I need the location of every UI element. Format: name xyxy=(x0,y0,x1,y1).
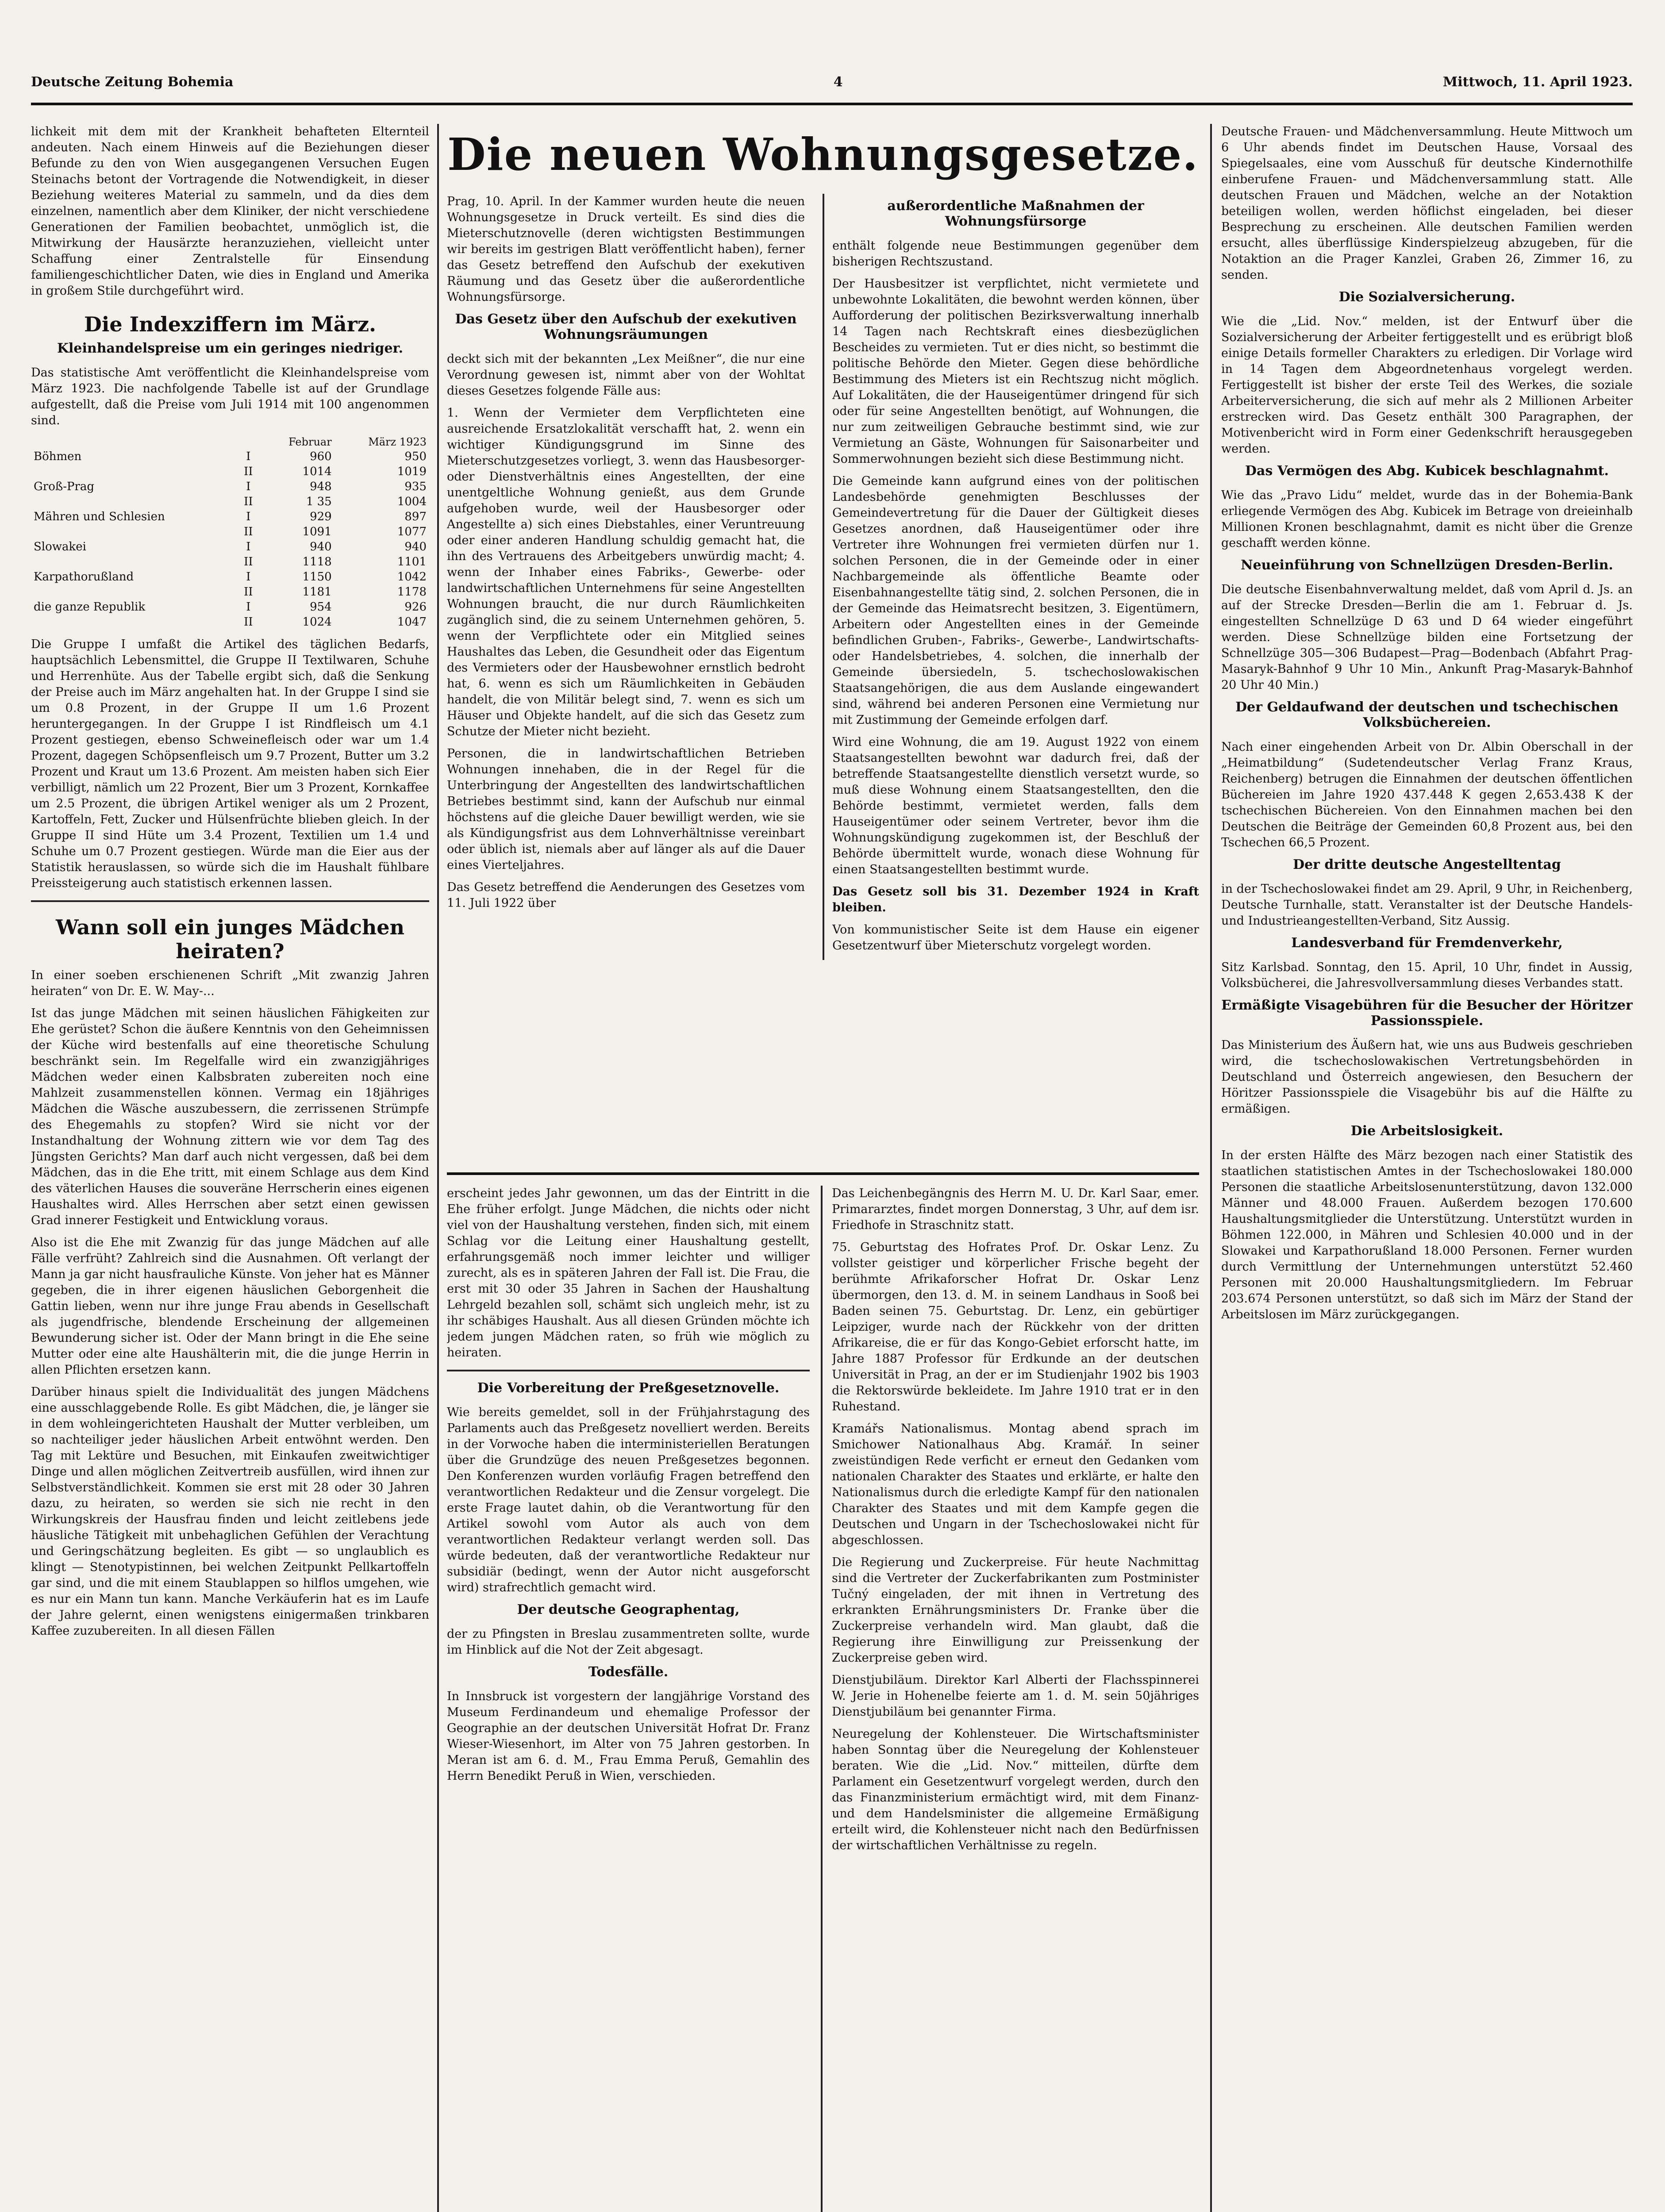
paragraph: Wird eine Wohnung, die am 19. August 1922 von einem Staatsangestellten bewohnt war dadurch frei, daß der betreffende Staatsangestellte dienstlich versetzt wurde, so muß diese Wohnung einem Staatsangestellten, den die Behörde bestimmt, vermietet werden, falls dem Hauseigentümer oder seinem Vertreter, bevor ihm die Wohnungskündigung zugekommen ist, der Beschluß der Behörde übermittelt wurde, wonach diese Wohnung für einen Staatsangestellten bestimmt wurde. xyxy=(832,735,1199,876)
table-header: März 1923 xyxy=(368,436,427,448)
paragraph: Wie das „Pravo Lidu“ meldet, wurde das in der Bohemia-Bank erliegende Vermögen des Abg. Kubicek im Betrage von dreieinhalb Millionen Kronen beschlagnahmt, damit es nicht über die Grenze geschafft werden könne. xyxy=(1221,488,1633,550)
group-cell: II xyxy=(243,585,253,599)
table-row xyxy=(31,584,429,599)
table-header xyxy=(31,435,235,449)
table-row xyxy=(31,524,429,539)
section-heading: Das Vermögen des Abg. Kubicek beschlagnahmt. xyxy=(1245,463,1609,479)
paragraph: enthält folgende neue Bestimmungen gegenüber dem bisherigen Rechtszustand. xyxy=(832,239,1199,269)
paragraph: deckt sich mit der bekannten „Lex Meißner“, die nur eine Verordnung gewesen ist, nimmt aber von der Wohltat dieses Gesetzes folgende Fälle aus: xyxy=(447,352,805,398)
paragraph: Prag, 10. April. In der Kammer wurden heute die neuen Wohnungsgesetze in Druck verteilt. Es sind dies die Mieterschutznovelle (deren wichtigsten Bestimmungen wir bereits im gestrigen Blatt veröffentlicht haben), ferner das Gesetz betreffend den Aufschub der exekutiven Räumung und das Gesetz über die außerordentliche Wohnungsfürsorge. xyxy=(447,195,805,304)
column-2-headline xyxy=(447,124,1199,1177)
value-cell: 940 xyxy=(404,540,427,553)
paragraph: In Innsbruck ist vorgestern der langjährige Vorstand des Museum Ferdinandeum und ehemalige Professor der Geographie an der deutschen Universität Hofrat Dr. Franz Wieser-Wiesenhort, im Alter von 75 Jahren gestorben. In Meran ist am 6. d. M., Frau Emma Peruß, Gemahlin des Herrn Benedikt Peruß in Wien, verschieden. xyxy=(447,1690,810,1783)
paragraph: Das statistische Amt veröffentlicht die Kleinhandelspreise vom März 1923. Die nachfolgende Tabelle ist auf der Grundlage aufgestellt, daß die Preise vom Juli 1914 mit 100 angenommen sind. xyxy=(31,366,429,427)
region-cell: Slowakei xyxy=(34,540,86,553)
newspaper-page xyxy=(31,62,1633,2212)
value-cell: 1042 xyxy=(397,570,427,584)
paragraph: Von kommunistischer Seite ist dem Hause ein eigener Gesetzentwurf über Mieterschutz vorgelegt worden. xyxy=(832,923,1199,952)
table-header: Februar xyxy=(288,436,332,448)
column-rule xyxy=(821,1186,823,2212)
paragraph: in der Tschechoslowakei findet am 29. April, 9 Uhr, in Reichenberg, Deutsche Turnhalle, statt. Veranstalter ist der Deutsche Handels- und Industrieangestellten-Verband, Sitz Aussig. xyxy=(1221,882,1633,928)
paragraph: Die Regierung und Zuckerpreise. Für heute Nachmittag sind die Vertreter der Zuckerfabrikanten zum Postminister Tučný eingeladen, der mit ihnen in Vertretung des erkrankten Ernährungsministers Dr. Franke über die Zuckerpreise verhandeln wird. Man glaubt, daß die Regierung ihre Einwilligung zur Preissenkung der Zuckerpreise geben wird. xyxy=(832,1555,1199,1665)
group-cell: I xyxy=(246,570,251,584)
column-rule xyxy=(437,124,439,2212)
table-row xyxy=(31,554,429,569)
region-cell xyxy=(31,554,235,569)
table-row xyxy=(31,479,429,494)
value-cell: 1014 xyxy=(302,465,332,478)
paragraph: Deutsche Frauen- und Mädchenversammlung. Heute Mittwoch um 6 Uhr abends findet im Deutschen Hause, Vorsaal des Spiegelsaales, eine vom Ausschuß für deutsche Kindernothilfe einberufene Frauen- und Mädchenversammlung statt. Alle deutschen Frauen und Mädchen, welche an der Notaktion beteiligen wollen, werden höflichst eingeladen, bei dieser Besprechung zu erscheinen. Alle deutschen Familien werden ersucht, alles überflüssige Kinderspielzeug abzugeben, für die Notaktion an die Prager Kanzlei, Graben 26, Zimmer 16, zu senden. xyxy=(1221,125,1633,282)
paragraph: 1. Wenn der Vermieter dem Verpflichteten eine ausreichende Ersatzlokalität verschafft hat, 2. wenn ein wichtiger Kündigungsgrund im Sinne des Mieterschutzgesetzes vorliegt, 3. wenn das Hausbesorger- oder Dienstverhältnis eines Angestellten, der eine unentgeltliche Wohnung genießt, aus dem Grunde aufgehoben wurde, weil der Hausbesorger oder Angestellte a) sich eines Diebstahles, einer Veruntreuung oder einer anderen Handlung schuldig gemacht hat, die ihn des Vertrauens des Arbeitgebers unwürdig macht; 4. wenn der Inhaber eines Fabriks-, Gewerbe- oder landwirtschaftlichen Unternehmens für seine Angestellten Wohnungen braucht, die nur durch Räumlichkeiten zugänglich sind, die zu seinem Unternehmen gehören, 5. wenn der Verpflichtete oder ein Mitglied seines Haushaltes das Leben, die Gesundheit oder das Eigentum des Vermieters oder der Hausbewohner ernstlich bedroht hat, 6. wenn es sich um Räumlichkeiten in Gebäuden handelt, die von Militär belegt sind, 7. wenn es sich um Häuser und Objekte handelt, auf die sich das Gesetz zum Schutze der Mieter nicht bezieht. xyxy=(447,406,805,738)
table-row xyxy=(31,494,429,509)
column-3 xyxy=(1221,124,1633,2212)
page-number: 4 xyxy=(833,74,843,90)
section-heading: Neueinführung von Schnellzügen Dresden-Berlin. xyxy=(1241,557,1613,573)
section-heading: Das Gesetz über den Aufschub der exekutiven Wohnungsräumungen xyxy=(455,311,797,342)
group-cell: I xyxy=(246,600,251,614)
region-cell xyxy=(31,584,235,599)
paragraph: Darüber hinaus spielt die Individualität des jungen Mädchens eine ausschlaggebende Rolle. Es gibt Mädchen, die, je länger sie in dem wohleingerichteten Haushalt der Mutter verbleiben, um so nachteiliger jeder häuslichen Arbeit entwöhnt werden. Den Tag mit Lektüre und Besuchen, mit Einkaufen zweitwichtiger Dinge und allen möglichen Zeitvertreib ausfüllen, wird ihnen zur Selbstverständlichkeit. Kommen sie erst mit 28 oder 30 Jahren dazu, zu heiraten, so werden sie sich nie recht in den Wirkungskreis der Hausfrau finden und leicht zeitlebens jede häusliche Tätigkeit mit unbehaglichen Gefühlen der Verachtung und Geringschätzung begleiten. Es gibt — so unglaublich es klingt — Stenotypistinnen, bei welchen Zeitpunkt Pellkartoffeln gar sind, und die mit einem Staublappen so hilflos umgehen, wie es nur ein Mann tun kann. Manche Verkäuferin hat es im Laufe der Jahre gelernt, einen wenigstens einigermaßen trinkbaren Kaffee zuzubereiten. In all diesen Fällen xyxy=(31,1385,429,1638)
table-row xyxy=(31,539,429,554)
table-row xyxy=(31,509,429,524)
divider xyxy=(447,1370,810,1371)
value-cell: 1101 xyxy=(397,555,427,568)
article-subtitle: Kleinhandelspreise um ein geringes niedriger. xyxy=(57,341,404,356)
paragraph: 75. Geburtstag des Hofrates Prof. Dr. Oskar Lenz. Zu vollster geistiger und körperlicher Frische begeht der berühmte Afrikaforscher Hofrat Dr. Oskar Lenz übermorgen, den 13. d. M. in seinem Landhaus in Sooß bei Baden seinen 75. Geburtstag. Dr. Lenz, ein gebürtiger Leipziger, wurde nach der Rückkehr von der dritten Afrikareise, die er für das Kongo-Gebiet erforscht hatte, im Jahre 1887 Professor für Erdkunde an der deutschen Universität in Prag, an der er im Studienjahr 1902 bis 1903 die Rektorswürde bekleidete. Im Jahre 1910 trat er in den Ruhestand. xyxy=(832,1240,1199,1413)
paragraph: Also ist die Ehe mit Zwanzig für das junge Mädchen auf alle Fälle verfrüht? Zahlreich sind die Ausnahmen. Oft verlangt der Mann ja gar nicht hausfrauliche Künste. Von jeher hat es Männer gegeben, die in ihrer eigenen häuslichen Geborgenheit die Gattin lieben, wenn nur ihre junge Frau abends in Gesellschaft als jugendfrische, blendende Erscheinung der allgemeinen Bewunderung sicher ist. Oder der Mann bringt in die Ehe seine Mutter oder eine alte Haushälterin mit, die die junge Herrin in allen Pflichten ersetzen kann. xyxy=(31,1236,429,1377)
value-cell: 954 xyxy=(310,600,332,614)
header-rule xyxy=(31,103,1633,105)
group-cell: I xyxy=(246,540,251,553)
group-cell: I xyxy=(246,510,251,523)
value-cell: 1178 xyxy=(397,585,427,599)
region-cell xyxy=(31,524,235,539)
article-title: Die Indexziffern im März. xyxy=(84,312,377,336)
group-cell: II xyxy=(243,525,253,538)
region-cell: Mähren und Schlesien xyxy=(34,510,165,523)
headline-body xyxy=(447,194,1199,960)
value-cell: 929 xyxy=(310,510,332,523)
paragraph: Personen, die in landwirtschaftlichen Betrieben Wohnungen innehaben, die in der Regel für die Unterbringung der Angestellten des landwirtschaftlichen Betriebes bestimmt sind, kann der Aufschub nur einmal höchstens auf die gleiche Dauer bewilligt werden, wie sie als Kündigungsfrist aus dem Lohnverhältnisse vereinbart oder üblich ist, niemals aber auf länger als auf die Dauer eines Vierteljahres. xyxy=(447,747,805,872)
section-heading: Die Vorbereitung der Preßgesetznovelle. xyxy=(477,1380,780,1396)
value-cell: 926 xyxy=(404,600,427,614)
paragraph: Dienstjubiläum. Direktor Karl Alberti der Flachsspinnerei W. Jerie in Hohenelbe feierte am 1. d. M. sein 50jähriges Dienstjubiläum bei genannter Firma. xyxy=(832,1673,1199,1719)
section-heading: Landesverband für Fremdenverkehr, xyxy=(1291,935,1563,951)
section-heading: Todesfälle. xyxy=(588,1664,669,1680)
paragraph: der zu Pfingsten in Breslau zusammentreten sollte, wurde im Hinblick auf die Not der Zeit abgesagt. xyxy=(447,1627,810,1657)
value-cell: 1118 xyxy=(302,555,332,568)
value-cell: 1077 xyxy=(397,525,427,538)
region-cell: Böhmen xyxy=(34,450,82,463)
value-cell: 950 xyxy=(404,450,427,463)
table-header xyxy=(235,435,262,449)
section-heading: Ermäßigte Visagebühren für die Besucher der Höritzer Passionsspiele. xyxy=(1221,998,1633,1029)
region-cell xyxy=(31,464,235,479)
group-cell: II xyxy=(243,615,253,629)
paragraph: In einer soeben erschienenen Schrift „Mit zwanzig Jahren heiraten“ von Dr. E. W. May-... xyxy=(31,968,429,998)
value-cell: 1181 xyxy=(302,585,332,599)
table-row xyxy=(31,449,429,464)
divider xyxy=(31,900,429,902)
region-cell xyxy=(31,614,235,630)
value-cell: 1004 xyxy=(397,495,427,508)
paragraph: In der ersten Hälfte des März bezogen nach einer Statistik des staatlichen statistischen Amtes in der Tschechoslowakei 180.000 Personen die staatliche Arbeitslosenunterstützung, davon 132.000 Männer und 48.000 Frauen. Außerdem bezogen 170.600 Haushaltungsmitglieder die Unterstützung. Unterstützt wurden in Böhmen 122.000, in Mähren und Schlesien 40.000 und in der Slowakei und Karpathorußland 18.000 Personen. Ferner wurden durch Vermittlung der Unternehmungen unterstützt 52.460 Personen mit 20.000 Haushaltungsmitgliedern. Im Februar 203.674 Personen unterstützt, so daß sich im März der Stand der Arbeitslosen im März zurückgegangen. xyxy=(1221,1148,1633,1321)
section-heading: Der Geldaufwand der deutschen und tschechischen Volksbüchereien. xyxy=(1235,699,1619,730)
column-rule xyxy=(1210,124,1212,2212)
headline-left-subcolumn xyxy=(447,194,805,960)
region-cell xyxy=(31,494,235,509)
value-cell: 960 xyxy=(310,450,332,463)
column-2b xyxy=(832,1186,1199,2212)
paragraph: Wie die „Lid. Nov.“ melden, ist der Entwurf über die Sozialversicherung der Arbeiter fertiggestellt und es erübrigt bloß einige Details formeller Charakters zu erledigen. Dir Vorlage wird in 14 Tagen dem Abgeordnetenhaus vorgelegt werden. Fertiggestellt ist bisher der erste Teil des Werkes, die soziale Arbeiterversicherung, die sich auf mehr als 2 Millionen Arbeiter erstrecken wird. Das Gesetz enthält 300 Paragraphen, der Motivenbericht wird in Form einer Gedenkschrift herausgegeben werden. xyxy=(1221,315,1633,456)
value-cell: 1024 xyxy=(302,615,332,629)
region-cell: die ganze Republik xyxy=(34,600,146,614)
value-cell: 1 35 xyxy=(306,495,332,508)
group-cell: I xyxy=(246,480,251,493)
paragraph: Nach einer eingehenden Arbeit von Dr. Albin Oberschall in der „Heimatbildung“ (Sudetendeutscher Verlag Franz Kraus, Reichenberg) betrugen die Einnahmen der deutschen öffentlichen Büchereien im Jahre 1920 437.448 K gegen 2,653.438 K der tschechischen Büchereien. Von den Einnahmen machen bei den Deutschen die Beiträge der Gemeinden 60,8 Prozent aus, bei den Tschechen 66,5 Prozent. xyxy=(1221,740,1633,849)
headline: Die neuen Wohnungsgesetze. xyxy=(447,128,1199,180)
section-heading: Die Sozialversicherung. xyxy=(1338,289,1515,305)
paragraph: Das Leichenbegängnis des Herrn M. U. Dr. Karl Saar, emer. Primararztes, findet morgen Donnerstag, 3 Uhr, auf dem isr. Friedhofe in Straschnitz statt. xyxy=(832,1187,1199,1232)
issue-date: Mittwoch, 11. April 1923. xyxy=(1443,74,1633,90)
paragraph: Kramářs Nationalismus. Montag abend sprach im Smichower Nationalhaus Abg. Kramář. In seiner zweistündigen Rede verficht er erneut den Gedanken vom nationalen Charakter des Staates und erklärte, er halte den Nationalismus durch die erledigte Kampf für den nationalen Charakter des Staates und mit dem Kampfe gegen die Deutschen und Ungarn in der Tschechoslowakei nicht für abgeschlossen. xyxy=(832,1422,1199,1547)
value-cell: 1047 xyxy=(397,615,427,629)
table-row xyxy=(31,464,429,479)
table-row xyxy=(31,614,429,630)
group-cell: II xyxy=(243,465,253,478)
value-cell: 1150 xyxy=(302,570,332,584)
group-cell: II xyxy=(243,555,253,568)
paragraph: Sitz Karlsbad. Sonntag, den 15. April, 10 Uhr, findet in Aussig, Volksbücherei, die Jahresvollversammlung dieses Verbandes statt. xyxy=(1221,960,1633,990)
paragraph: Die Gemeinde kann aufgrund eines von der politischen Landesbehörde genehmigten Beschlusses der Gemeindevertretung für die Dauer der Gültigkeit dieses Gesetzes anordnen, daß Hauseigentümer oder ihre Vertreter ihre Wohnungen frei vermieten dürfen nur 1. solchen Personen, die in der Gemeinde oder in einer Nachbargemeinde als öffentliche Beamte oder Eisenbahnangestellte tätig sind, 2. solchen Personen, die in der Gemeinde das Heimatsrecht besitzen, 3. Eigentümern, Arbeitern oder Angestellten eines in der Gemeinde befindlichen Gruben-, Fabriks-, Gewerbe-, Landwirtschafts- oder Handelsbetriebes, 4. solchen, die innerhalb der Gemeinde übersiedeln, 5. tschechoslowakischen Staatsangehörigen, die aus dem Auslande eingewandert sind, während bei anderen Personen eine Vermietung nur mit Zustimmung der Gemeinde erfolgen darf. xyxy=(832,474,1199,727)
paragraph: Der Hausbesitzer ist verpflichtet, nicht vermietete und unbewohnte Lokalitäten, die bewohnt werden können, über Aufforderung der politischen Bezirksverwaltung innerhalb 14 Tagen nach Rechtskraft eines diesbezüglichen Bescheides zu vermieten. Tut er dies nicht, so bestimmt die politische Behörde den Mieter. Gegen diese behördliche Bestimmung des Mieters ist ein Rechtszug nicht möglich. Auf Lokalitäten, die der Hauseigentümer dringend für sich oder für seine Angestellten benötigt, auf Wohnungen, die nur zum zeitweiligen Gebrauche bestimmt sind, wie zur Vermietung an Gäste, Wohnungen für Saisonarbeiter und Sommerwohnungen bezieht sich diese Bestimmung nicht. xyxy=(832,277,1199,466)
table-row xyxy=(31,569,429,584)
section-heading: Die Arbeitslosigkeit. xyxy=(1350,1123,1503,1139)
region-cell: Groß-Prag xyxy=(34,480,95,493)
paragraph: Wie bereits gemeldet, soll in der Frühjahrstagung des Parlaments auch das Preßgesetz novelliert werden. Bereits in der Vorwoche haben die interministeriellen Beratungen über die Grundzüge des neuen Preßgesetzes begonnen. Den Konferenzen wurden vorläufig Fragen betreffend den verantwortlichen Redakteur und die Zensur vorgelegt. Die erste Frage lautet dahin, ob die Verantwortung für den Artikel sowohl vom Autor als auch von dem verantwortlichen Redakteur verlangt werden soll. Das würde bedeuten, daß der verantwortliche Redakteur nur subsidiär (bedingt, wenn der Autor nicht ausgeforscht wird) strafrechtlich gemacht wird. xyxy=(447,1406,810,1594)
paragraph: Neuregelung der Kohlensteuer. Die Wirtschaftsminister haben Sonntag über die Neuregelung der Kohlensteuer beraten. Wie die „Lid. Nov.“ mitteilen, dürfte dem Parlament ein Gesetzentwurf vorgelegt werden, durch den das Finanzministerium ermächtigt wird, mit dem Finanz- und dem Handelsminister die allgemeine Ermäßigung erteilt wird, die Kohlensteuer nicht nach den Bedürfnissen der wirtschaftlichen Verhältnisse zu regeln. xyxy=(832,1727,1199,1852)
value-cell: 940 xyxy=(310,540,332,553)
page-header xyxy=(31,62,1633,102)
section-heading: Der dritte deutsche Angestelltentag xyxy=(1293,857,1561,872)
value-cell: 1091 xyxy=(302,525,332,538)
paragraph: Das Gesetz betreffend die Aenderungen des Gesetzes vom 11. Juli 1922 über xyxy=(447,880,805,910)
group-cell: II xyxy=(243,495,253,508)
paragraph: Die Gruppe I umfaßt die Artikel des täglichen Bedarfs, hauptsächlich Lebensmittel, die Gruppe II Textilwaren, Schuhe und Herrenhüte. Aus der Tabelle ergibt sich, daß die Senkung der Preise auch im März angehalten hat. In der Gruppe I sind sie um 0.8 Prozent, in der Gruppe II um 1.6 Prozent heruntergegangen. In der Gruppe I ist Rindfleisch um 4.1 Prozent gestiegen, ebenso Schweinefleisch oder war um 1.4 Prozent, dagegen Schöpsenfleisch um 9.7 Prozent, Butter um 3.2 Prozent und Kraut um 13.6 Prozent. Am meisten haben sich Eier verbilligt, nämlich um 22 Prozent, Bier um 3 Prozent, Kornkaffee um 2.5 Prozent, die übrigen Artikel weniger als um 2 Prozent, Kartoffeln, Fett, Zucker und Hülsenfrüchte blieben gleich. In der Gruppe II sind Hüte um 3.4 Prozent, Textilien um 1.4 und Schuhe um 0.7 Prozent gestiegen. Würde man die Eier aus der Statistik herauslassen, so würde sich die im Haushalt fühlbare Preissteigerung auch statistisch erkennen lassen. xyxy=(31,637,429,890)
section-heading: außerordentliche Maßnahmen der Wohnungsfürsorge xyxy=(887,198,1144,229)
intro-paragraph: lichkeit mit dem mit der Krankheit behafteten Elternteil andeuten. Nach einem Hinweis auf die Beziehungen dieser Befunde zu den von Wien ausgegangenen Versuchen Eugen Steinachs betont der Vortragende die Notwendigkeit, in dieser Beziehung weiteres Material zu sammeln, und da dies dem einzelnen, namentlich aber dem Kliniker, der nicht verschiedene Generationen der Familien beobachtet, unmöglich ist, die Mitwirkung der Hausärzte heranzuziehen, vielleicht unter Schaffung einer Zentralstelle für Einsendung familiengeschichtlicher Daten, wie dies in England und Amerika in großem Stile durchgeführt wird. xyxy=(31,125,429,298)
group-cell: I xyxy=(246,450,251,463)
region-cell: Karpathorußland xyxy=(34,570,134,584)
table-row xyxy=(31,599,429,614)
headline-right-subcolumn xyxy=(823,194,1199,960)
paragraph: Die deutsche Eisenbahnverwaltung meldet, daß vom April d. Js. an auf der Strecke Dresden—Berlin die am 1. Februar d. Js. eingestellten Schnellzüge D 63 und D 64 wieder eingeführt werden. Diese Schnellzüge bilden eine Fortsetzung der Schnellzüge 305—306 Budapest—Prag—Bodenbach (Abfahrt Prag-Masaryk-Bahnhof 9 Uhr 10 Min., Ankunft Prag-Masaryk-Bahnhof 20 Uhr 40 Min.) xyxy=(1221,583,1633,692)
price-index-table xyxy=(31,435,429,630)
paragraph: Ist das junge Mädchen mit seinen häuslichen Fähigkeiten zur Ehe gerüstet? Schon die äußere Kenntnis von den Geheimnissen der Küche wird bestenfalls auf eine theoretische Schulung beschränkt sein. Im Regelfalle wird ein zwanzigjähriges Mädchen weder einen Kalbsbraten zubereiten noch eine Mahlzeit zusammenstellen können. Vermag ein 18jähriges Mädchen die Wäsche auszubessern, die zerrissenen Strümpfe des Ehegemahls zu stopfen? Wird sie nicht vor der Instandhaltung der Wohnung zittern wie vor dem Tag des Jüngsten Gerichts? Man darf auch nicht vergessen, daß bei dem Mädchen, das in die Ehe tritt, mit einem Schlage aus dem Kind des väterlichen Hauses die souveräne Herrscherin eines eigenen Haushaltes wird. Alles Herrschen aber setzt einen gewissen Grad innerer Festigkeit und Entwicklung voraus. xyxy=(31,1006,429,1227)
article-title: Wann soll ein junges Mädchen heiraten? xyxy=(55,915,405,963)
paragraph: erscheint jedes Jahr gewonnen, um das der Eintritt in die Ehe früher erfolgt. Junge Mädchen, die nichts oder nicht viel von der Haushaltung verstehen, finden sich, mit einem Schlag vor die Leitung einer Haushaltung gestellt, erfahrungsgemäß noch immer leichter und williger zurecht, als es in späteren Jahren der Fall ist. Die Frau, die erst mit 30 oder 35 Jahren in Sachen der Haushaltung Lehrgeld bezahlen soll, schämt sich ungleich mehr, ist zu ihr schäbiges Haushalt. Aus all diesen Gründen möchte ich jedem jungen Mädchen raten, so früh wie möglich zu heiraten. xyxy=(447,1187,810,1359)
value-cell: 935 xyxy=(404,480,427,493)
section-rule xyxy=(447,1172,1199,1175)
value-cell: 948 xyxy=(310,480,332,493)
paragraph: Das Ministerium des Äußern hat, wie uns aus Budweis geschrieben wird, die tschechoslowakischen Vertretungsbehörden in Deutschland und Österreich angewiesen, den Besuchern der Höritzer Passionsspiele die Visagebühr bis auf die Hälfte zu ermäßigen. xyxy=(1221,1038,1633,1116)
table-header-row xyxy=(31,435,429,449)
masthead-title: Deutsche Zeitung Bohemia xyxy=(31,74,234,90)
section-heading: Der deutsche Geographentag, xyxy=(517,1602,740,1617)
paragraph: Das Gesetz soll bis 31. Dezember 1924 in Kraft bleiben. xyxy=(832,885,1199,914)
value-cell: 897 xyxy=(404,510,427,523)
value-cell: 1019 xyxy=(397,465,427,478)
column-1 xyxy=(31,124,429,2212)
column-2a xyxy=(447,1186,810,2212)
